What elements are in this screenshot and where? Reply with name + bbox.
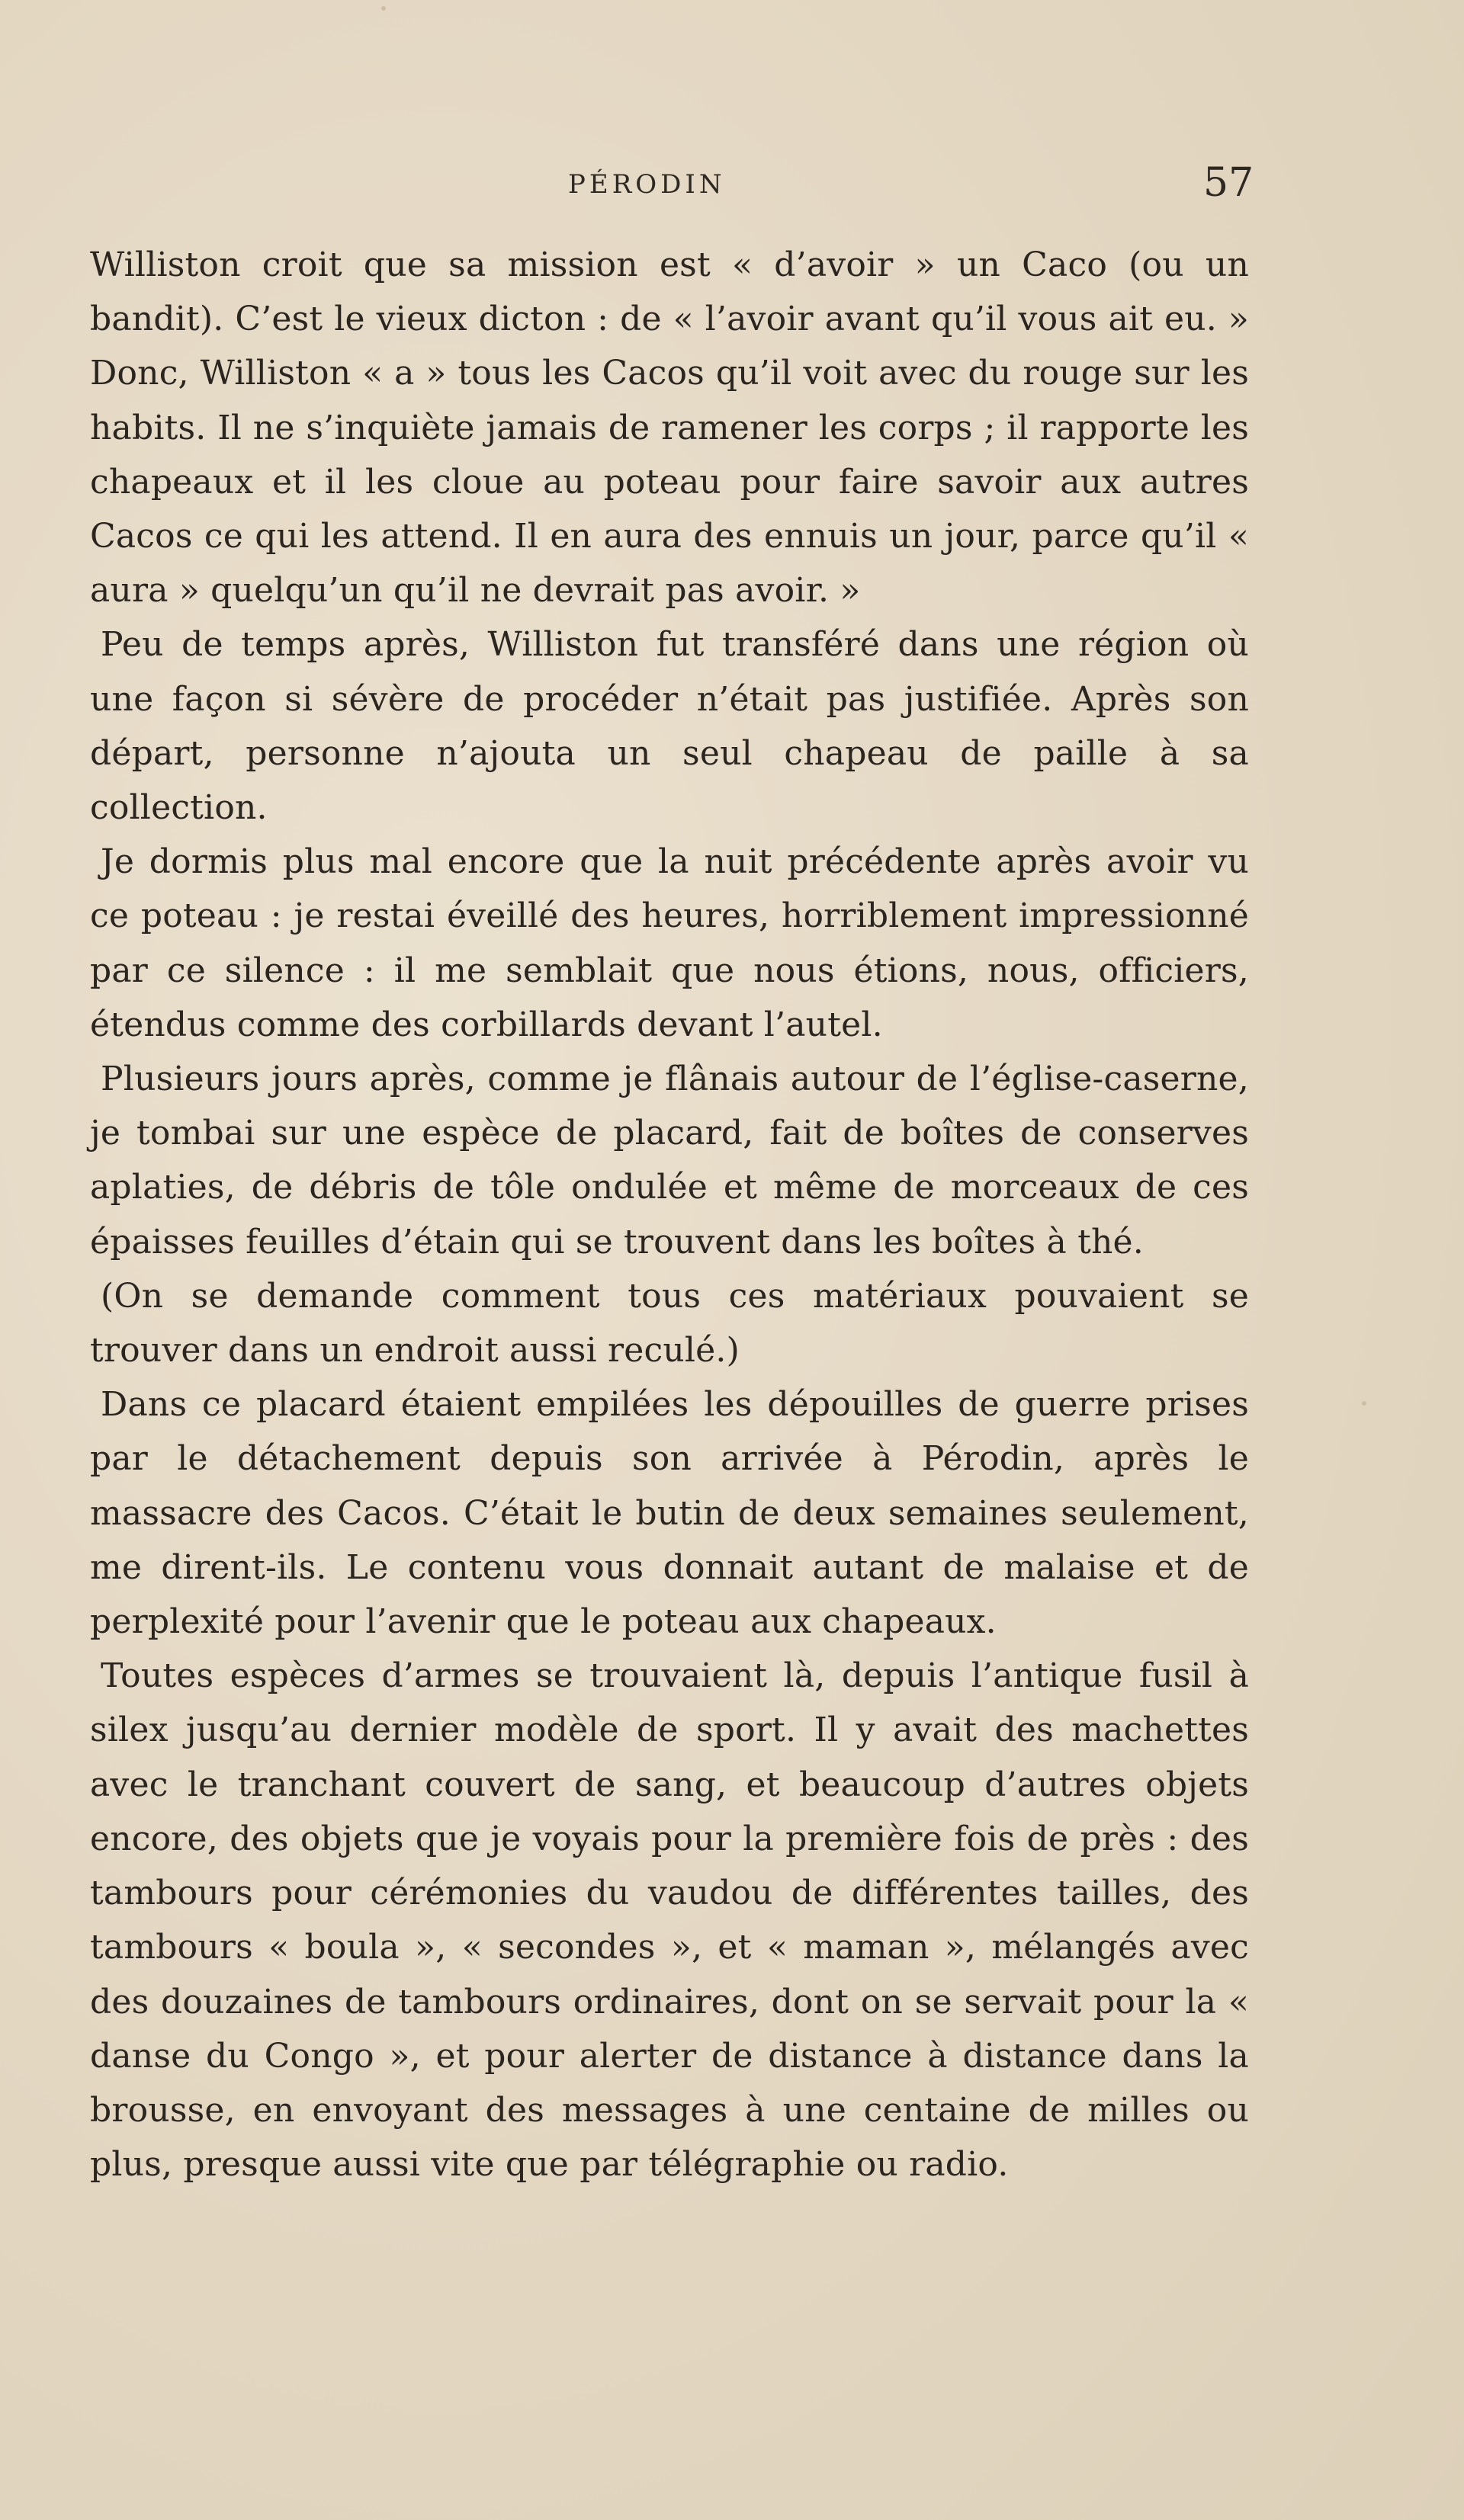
body-text xyxy=(90,238,1249,2191)
paragraph: Plusieurs jours après, comme je flânais autour de l’église-caserne, je tombai sur une espèce de placard, fait de boîtes de conserves aplaties, de débris de tôle ondulée et même de morceaux de ces épaisses feuilles d’étain qui se trouvent dans les boîtes à thé. xyxy=(90,1060,1249,1262)
page-number: 57 xyxy=(1203,160,1254,206)
paper-speck xyxy=(1362,1401,1366,1406)
running-head xyxy=(0,160,1464,213)
paragraph: Peu de temps après, Williston fut transféré dans une région où une façon si sévère de procéder n’était pas justifiée. Après son départ, personne n’ajouta un seul chapeau de paille à sa collection. xyxy=(90,625,1249,828)
paper-speck xyxy=(381,6,386,11)
paragraph: Toutes espèces d’armes se trouvaient là, depuis l’antique fusil à silex jusqu’au dernier modèle de sport. Il y avait des machettes avec le tranchant couvert de sang, et beaucoup d’autres objets encore, des objets que je voyais pour la première fois de près : des tambours pour cérémonies du vaudou de différentes tailles, des tambours « boula », « secondes », et « maman », mélangés avec des douzaines de tambours ordinaires, dont on se servait pour la « danse du Congo », et pour alerter de distance à distance dans la brousse, en envoyant des messages à une centaine de milles ou plus, presque aussi vite que par télégraphie ou radio. xyxy=(90,1656,1249,2185)
paragraph: Williston croit que sa mission est « d’avoir » un Caco (ou un bandit). C’est le vieux dicton : de « l’avoir avant qu’il vous ait eu. » Donc, Williston « a » tous les Cacos qu’il voit avec du rouge sur les habits. Il ne s’inquiète jamais de ramener les corps ; il rapporte les chapeaux et il les cloue au poteau pour faire savoir aux autres Cacos ce qui les attend. Il en aura des ennuis un jour, parce qu’il « aura » quelqu’un qu’il ne devrait pas avoir. » xyxy=(90,245,1249,611)
paragraph: Dans ce placard étaient empilées les dépouilles de guerre prises par le détachement depuis son arrivée à Pérodin, après le massacre des Cacos. C’était le butin de deux semaines seulement, me dirent-ils. Le contenu vous donnait autant de malaise et de perplexité pour l’avenir que le poteau aux chapeaux. xyxy=(90,1385,1249,1642)
paragraph: (On se demande comment tous ces matériaux pouvaient se trouver dans un endroit aussi reculé.) xyxy=(90,1276,1249,1371)
running-title: PÉRODIN xyxy=(568,169,726,200)
paragraph: Je dormis plus mal encore que la nuit précédente après avoir vu ce poteau : je restai éveillé des heures, horriblement impressionné par ce silence : il me semblait que nous étions, nous, officiers, étendus comme des corbillards devant l’autel. xyxy=(90,842,1249,1044)
